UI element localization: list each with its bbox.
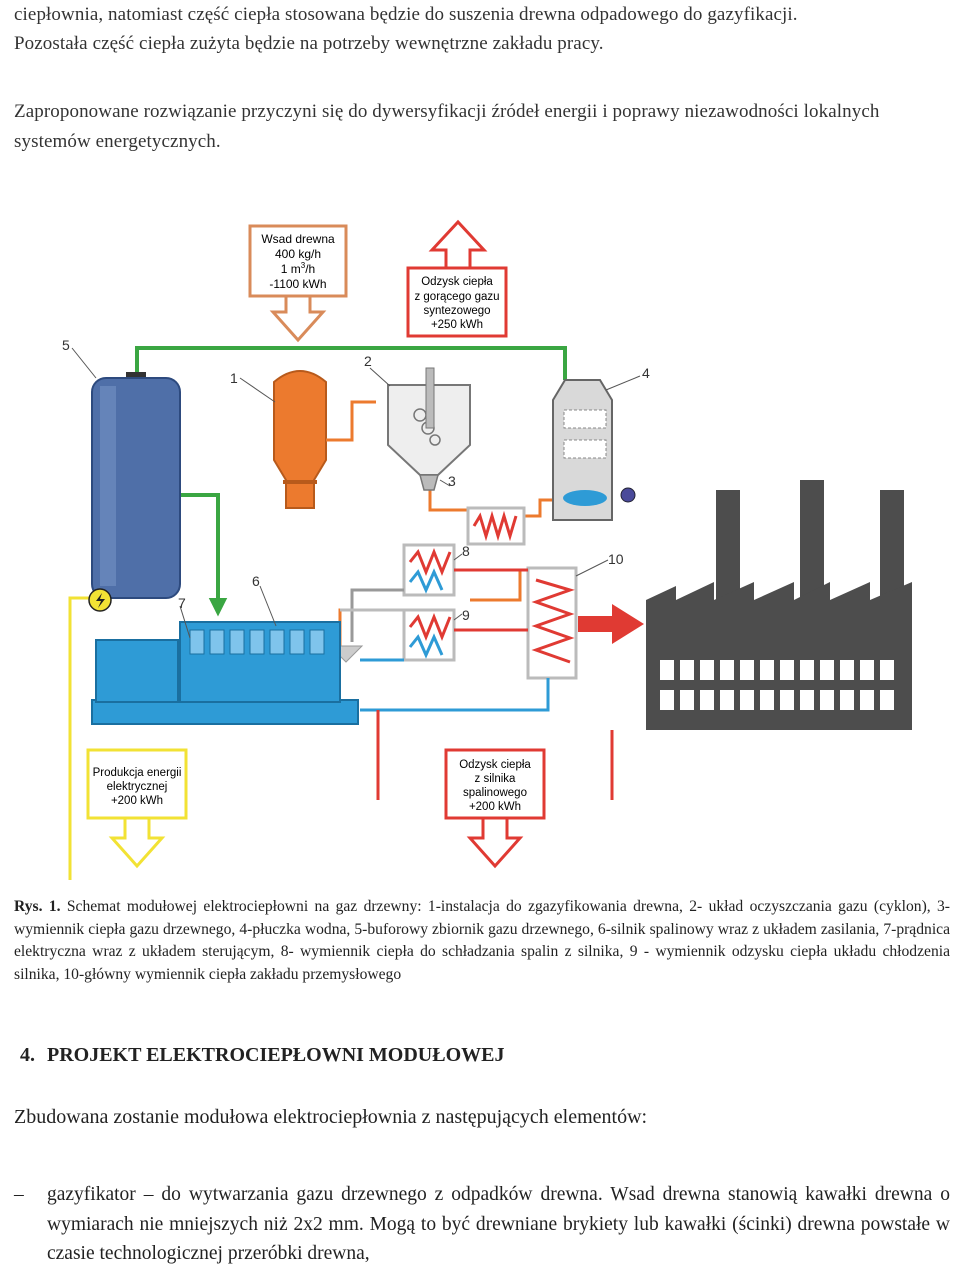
list-dash: –	[14, 1184, 24, 1205]
label-7: 7	[178, 595, 186, 611]
water-scrubber	[553, 380, 635, 520]
wood-input-line-4: -1100 kWh	[269, 277, 327, 291]
label-10: 10	[608, 551, 624, 567]
intro-line-2: Pozostała część ciepła zużyta będzie na potrzeby wewnętrzne zakładu pracy.	[14, 33, 604, 54]
list-intro: Zbudowana zostanie modułowa elektrociepłownia z następujących elementów:	[14, 1106, 648, 1128]
cooling-heat-exchanger	[404, 610, 454, 660]
label-3: 3	[448, 473, 456, 489]
engine-generator-set	[92, 622, 358, 724]
figure-caption	[14, 896, 950, 986]
syngas-heat-exchanger	[468, 508, 524, 544]
power-production-line-2: elektrycznej	[106, 781, 168, 793]
power-production-line-1: Produkcja energii	[92, 767, 182, 779]
syngas-heat-box	[408, 222, 506, 336]
section-title: PROJEKT ELEKTROCIEPŁOWNI MODUŁOWEJ	[47, 1044, 505, 1066]
label-1: 1	[230, 370, 238, 386]
wood-input-arrow	[273, 296, 323, 340]
intro-line-1: ciepłownia, natomiast część ciepła stosowana będzie do suszenia drewna odpadowego do gazyfikacji.	[14, 4, 798, 25]
chp-plant-diagram	[0, 190, 960, 880]
power-production-arrow	[112, 818, 162, 866]
intro-paragraph-2: Zaproponowane rozwiązanie przyczyni się do dywersyfikacji źródeł energii i poprawy niezawodności lokalnych systemów energetycznych.	[14, 101, 880, 152]
engine-heat-arrow	[470, 818, 520, 866]
syngas-heat-line-4: +250 kWh	[430, 319, 484, 331]
syngas-heat-line-2: z gorącego gazu	[414, 291, 500, 303]
label-2: 2	[364, 353, 372, 369]
exhaust-heat-exchanger	[404, 545, 454, 595]
engine-heat-box	[446, 750, 544, 866]
power-production-line-3: +200 kWh	[110, 795, 164, 807]
label-4: 4	[642, 365, 650, 381]
label-6: 6	[252, 573, 260, 589]
list-item-text: gazyfikator – do wytwarzania gazu drzewnego z odpadków drewna. Wsad drewna stanowią kawałki drewna o wymiarach nie mniejszych niż 2x2 mm. Mogą to być drewniane brykiety lub kawałki (ścinki) drewna powstałe w czasie technologicznej przeróbki drewna,	[47, 1184, 950, 1264]
wood-input-line-3: 1 $m^3/h$	[280, 261, 316, 276]
gas-buffer-tank	[92, 372, 180, 598]
heat-to-factory-arrow	[578, 604, 644, 644]
label-5: 5	[62, 337, 70, 353]
label-8: 8	[462, 543, 470, 559]
syngas-heat-line-1: Odzysk ciepła	[421, 276, 493, 288]
syngas-heat-arrow	[432, 222, 484, 268]
figure-caption-text: Schemat modułowej elektrociepłowni na gaz drzewny: 1-instalacja do zgazyfikowania drewna, 2- układ oczyszczania gazu (cyklon), 3-wymiennik ciepła gazu drzewnego, 4-płuczka wodna, 5-buforowy zbiornik gazu drzewnego, 6-silnik spalinowy wraz z układem zasilania, 7-prądnica elektryczna wraz z układem sterującym, 8- wymiennik ciepła do schładzania spalin z silnika, 9 - wymiennik odzysku ciepła układu chłodzenia silnika, 10-główny wymiennik ciepła zakładu przemysłowego	[14, 898, 950, 983]
syngas-heat-line-3: syntezowego	[423, 305, 491, 317]
engine-heat-line-4: +200 kWh	[468, 801, 522, 813]
factory-building	[646, 480, 912, 730]
main-heat-exchanger	[528, 568, 576, 678]
power-lines	[70, 598, 98, 880]
engine-heat-line-3: spalinowego	[463, 787, 527, 799]
label-9: 9	[462, 607, 470, 623]
engine-heat-line-1: Odzysk ciepła	[459, 759, 531, 771]
cyclone	[388, 368, 470, 490]
gas-pipes	[137, 348, 565, 612]
section-heading	[20, 1044, 504, 1067]
section-number: 4.	[20, 1044, 35, 1066]
wood-input-line-1: Wsad drewna	[261, 232, 335, 246]
engine-heat-line-2: z silnika	[474, 773, 516, 785]
figure-label: Rys. 1.	[14, 898, 61, 915]
gasifier	[274, 371, 326, 508]
power-production-box	[88, 750, 186, 866]
wood-input-line-2: 400 kg/h	[274, 247, 322, 261]
wood-input-box	[250, 226, 346, 340]
